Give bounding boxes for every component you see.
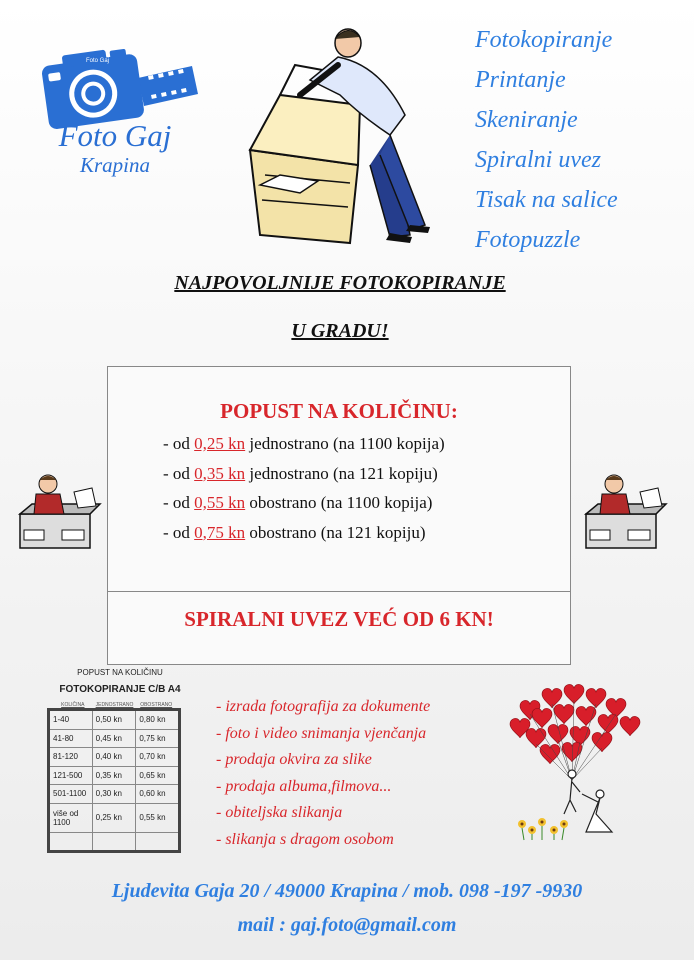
discount-price: 0,75 kn [194,522,246,542]
service-item: Tisak na salice [475,187,618,213]
logo-city: Krapina [79,153,150,177]
discount-lines [163,429,445,547]
table-row: 1-40 0,50 kn 0,80 kn [49,710,180,730]
spiral-binding-promo: SPIRALNI UVEZ VEĆ OD 6 KN! [184,607,494,631]
extra-service-item: - obiteljska slikanja [216,804,343,821]
discount-box [107,366,571,665]
extra-service-item: - izrada fotografija za dokumente [216,698,431,715]
contact-address: Ljudevita Gaja 20 / 49000 Krapina / mob. 098 -197 -9930 [111,880,583,902]
box-divider [108,591,570,592]
services-list [475,20,618,260]
discount-line: - od 0,55 kn obostrano (na 1100 kopija) [163,493,433,512]
service-item: Fotokopiranje [475,27,613,53]
discount-line: - od 0,75 kn obostrano (na 121 kopiju) [163,522,426,542]
table-row: 501-1100 0,30 kn 0,60 kn [49,785,180,804]
table-row [49,832,180,852]
contact-email[interactable]: mail : gaj.foto@gmail.com [237,914,457,936]
table-row: 81-120 0,40 kn 0,70 kn [49,748,180,767]
headline-line1: NAJPOVOLJNIJE FOTOKOPIRANJE [174,272,506,294]
table-row: 41-80 0,45 kn 0,75 kn [49,729,180,748]
extra-service-item: - foto i video snimanja vjenčanja [216,724,427,742]
column-header: KOLIČINA [61,702,85,708]
service-item: Skeniranje [475,107,578,133]
headline-line2: U GRADU! [291,320,389,342]
price-table-subtitle: FOTOKOPIRANJE C/B A4 [59,684,181,695]
column-header: OBOSTRANO [140,702,173,708]
table-row: više od 1100 0,25 kn 0,55 kn [49,803,180,832]
table-row: 121-500 0,35 kn 0,65 kn [49,766,180,785]
camera-label: Foto Gaj [86,58,110,64]
discount-price: 0,35 kn [194,463,246,483]
discount-price: 0,55 kn [194,493,246,512]
office-worker-illustration-left [14,470,102,554]
service-item: Fotopuzzle [475,227,581,253]
extra-service-item: - prodaja okvira za slike [216,751,372,768]
discount-line: - od 0,25 kn jednostrano (na 1100 kopija) [163,434,445,453]
discount-title: POPUST NA KOLIČINU: [220,399,458,423]
extra-service-item: - slikanja s dragom osobom [216,830,394,848]
price-table-title: POPUST NA KOLIČINU [77,668,163,677]
heart-balloons-illustration [500,684,660,844]
logo-name: Foto Gaj [58,118,172,153]
service-item: Printanje [475,67,566,93]
extra-services-list [216,694,430,853]
extra-service-item: - prodaja albuma,filmova... [216,777,392,795]
office-worker-illustration-right [580,470,668,554]
discount-price: 0,25 kn [194,434,246,453]
service-item: Spiralni uvez [475,147,601,173]
photocopier-operator-illustration [240,25,440,245]
column-header: JEDNOSTRANO [95,702,134,708]
discount-line: - od 0,35 kn jednostrano (na 121 kopiju) [163,463,438,483]
price-table [47,708,181,853]
